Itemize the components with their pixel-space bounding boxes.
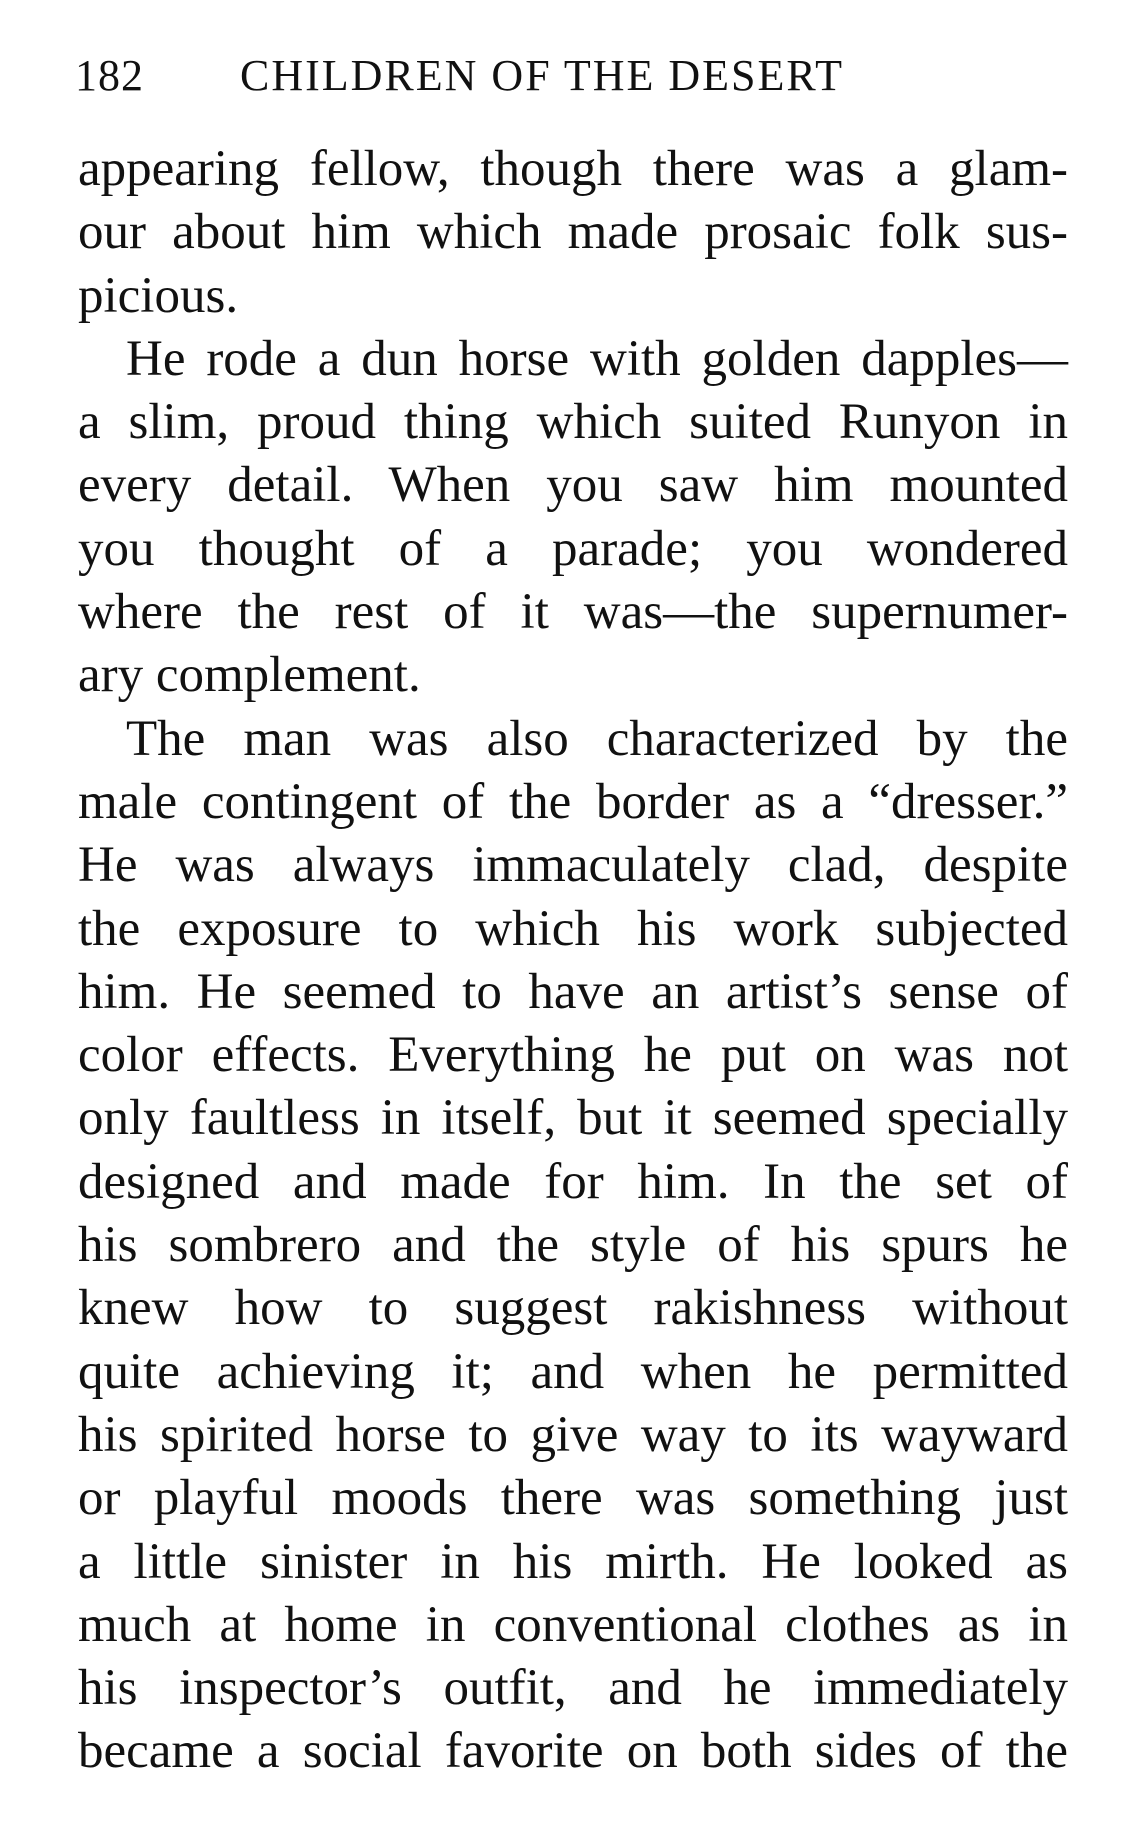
text-line: only faultless in itself, but it seemed specially: [78, 1090, 1068, 1147]
text-line: his spirited horse to give way to its wayward: [78, 1406, 1068, 1463]
text-line: picious.: [78, 267, 239, 324]
text-line: quite achieving it; and when he permitted: [78, 1343, 1068, 1400]
text-line: ary complement.: [78, 647, 421, 704]
text-line: you thought of a parade; you wondered: [78, 520, 1068, 577]
text-line: him. He seemed to have an artist’s sense of: [78, 963, 1068, 1020]
text-line: much at home in conventional clothes as in: [78, 1596, 1068, 1653]
text-line: a slim, proud thing which suited Runyon in: [78, 394, 1068, 451]
text-line: appearing fellow, though there was a glam-: [78, 141, 1068, 197]
text-line: knew how to suggest rakishness without: [78, 1280, 1068, 1337]
text-line: our about him which made prosaic folk sus-: [78, 204, 1068, 261]
text-line: his inspector’s outfit, and he immediately: [78, 1660, 1068, 1717]
body-text: [78, 138, 1068, 1784]
text-line: He was always immaculately clad, despite: [78, 837, 1068, 894]
text-line: He rode a dun horse with golden dapples—: [126, 330, 1068, 387]
text-line: designed and made for him. In the set of: [78, 1153, 1068, 1210]
text-line: where the rest of it was—the supernumer-: [78, 584, 1068, 641]
text-line: his sombrero and the style of his spurs he: [78, 1217, 1068, 1274]
text-line: the exposure to which his work subjected: [78, 900, 1068, 957]
page-number: 182: [75, 51, 144, 100]
running-head: [75, 46, 905, 106]
text-line: The man was also characterized by the: [126, 710, 1068, 767]
text-line: a little sinister in his mirth. He looked as: [78, 1533, 1068, 1590]
text-line: or playful moods there was something just: [78, 1470, 1068, 1527]
running-title: CHILDREN OF THE DESERT: [240, 51, 844, 100]
text-line: became a social favorite on both sides of the: [78, 1723, 1068, 1780]
text-line: every detail. When you saw him mounted: [78, 457, 1068, 514]
text-line: color effects. Everything he put on was not: [78, 1027, 1068, 1084]
text-line: male contingent of the border as a “dresser.”: [78, 773, 1068, 830]
